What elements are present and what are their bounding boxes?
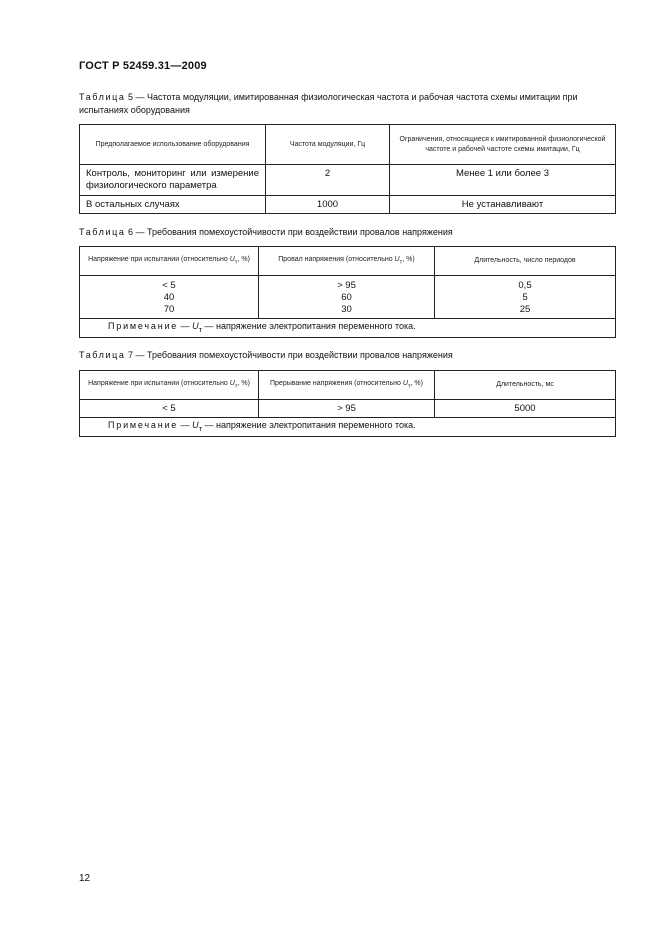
table6-cell: 70: [163, 304, 175, 315]
table6-cell: 60: [341, 292, 352, 303]
table5-cell: Контроль, мониторинг или измерение физиологического параметра: [80, 165, 266, 196]
col-sub: т: [234, 383, 238, 390]
table6-cell: 25: [519, 304, 531, 315]
table7-col-test-voltage: [80, 371, 259, 400]
col-text: Прерывание напряжения (относительно: [270, 379, 403, 387]
table6-caption: [79, 226, 453, 239]
table5-caption: [79, 91, 615, 117]
table6-label: Таблица: [79, 227, 126, 237]
table-row: [80, 400, 616, 418]
note-text: — напряжение электропитания переменного тока.: [202, 420, 416, 431]
table7-col-interruption: [259, 371, 435, 400]
table-row: [80, 165, 616, 196]
table5-cell: Менее 1 или более 3: [390, 165, 616, 196]
table7-header-row: [80, 371, 616, 400]
table6-cell: 40: [163, 292, 175, 303]
table5-cell: 2: [266, 165, 390, 196]
table5-col-usage: Предполагаемое использование оборудования: [80, 125, 266, 165]
table6-title: — Требования помехоустойчивости при воздействии провалов напряжения: [133, 227, 453, 237]
col-tail: , %): [402, 255, 415, 263]
col-text: Провал напряжения (относительно: [278, 255, 395, 263]
table6-col-test-voltage: [80, 247, 259, 276]
note-dash: —: [178, 420, 193, 431]
table5-header-row: [80, 125, 616, 165]
table5-col-frequency: Частота модуляции, Гц: [266, 125, 390, 165]
table7-number: 7: [128, 350, 134, 360]
col-tail: , %): [410, 379, 423, 387]
col-text: Напряжение при испытании (относительно: [88, 255, 230, 263]
table6-col-values: [259, 276, 435, 319]
page-number: 12: [79, 873, 91, 884]
document-header: ГОСТ Р 52459.31—2009: [79, 60, 207, 72]
table5-title: — Частота модуляции, имитированная физиологическая частота и рабочая частота схемы имитации при испытаниях оборудования: [79, 92, 578, 115]
col-var: U: [402, 379, 408, 387]
note-dash: —: [178, 321, 193, 332]
table6-cell: < 5: [162, 280, 176, 291]
col-var: U: [229, 255, 235, 263]
table7-cell: < 5: [80, 400, 259, 418]
table6-number: 6: [128, 227, 134, 237]
col-tail: , %): [237, 379, 250, 387]
table6-cell: 30: [341, 304, 352, 315]
table5-number: 5: [128, 92, 134, 102]
table7-title: — Требования помехоустойчивости при воздействии провалов напряжения: [133, 350, 453, 360]
note-var: U: [192, 321, 199, 332]
table7-cell: 5000: [435, 400, 616, 418]
table5: [79, 124, 616, 214]
table6-cell: 5: [522, 292, 528, 303]
col-var: U: [229, 379, 235, 387]
note-var: U: [192, 420, 199, 431]
table5-label: Таблица: [79, 92, 126, 102]
col-text: Напряжение при испытании (относительно: [88, 379, 230, 387]
table-row: [80, 276, 616, 319]
table6-note: [80, 319, 616, 338]
table6-col-values: [80, 276, 259, 319]
note-label: Примечание: [108, 321, 179, 332]
table6-header-row: [80, 247, 616, 276]
note-label: Примечание: [108, 420, 179, 431]
table7-cell: > 95: [259, 400, 435, 418]
table5-cell: 1000: [266, 196, 390, 214]
table7: [79, 370, 616, 437]
table6-cell: > 95: [337, 280, 356, 291]
table6-note-row: [80, 319, 616, 338]
table6-col-duration: Длительность, число периодов: [435, 247, 616, 276]
table5-col-limits: Ограничения, относящиеся к имитированной физиологической частоте и рабочей частоте схемы имитации, Гц: [390, 125, 616, 165]
note-text: — напряжение электропитания переменного тока.: [202, 321, 416, 332]
table6-col-voltage-dip: [259, 247, 435, 276]
col-sub: т: [407, 383, 411, 390]
table-row: [80, 196, 616, 214]
note-sub: т: [198, 423, 203, 433]
col-sub: т: [399, 259, 403, 266]
table7-note-row: [80, 418, 616, 437]
table6: [79, 246, 616, 338]
table7-label: Таблица: [79, 350, 126, 360]
table5-cell: Не устанавливают: [390, 196, 616, 214]
col-sub: т: [234, 259, 238, 266]
table7-col-duration: Длительность, мс: [435, 371, 616, 400]
table5-cell: В остальных случаях: [80, 196, 266, 214]
col-var: U: [394, 255, 400, 263]
table7-caption: [79, 349, 453, 362]
table6-cell: 0,5: [518, 280, 532, 291]
note-sub: т: [198, 324, 203, 334]
table7-note: [80, 418, 616, 437]
col-tail: , %): [237, 255, 250, 263]
table6-col-values: [435, 276, 616, 319]
